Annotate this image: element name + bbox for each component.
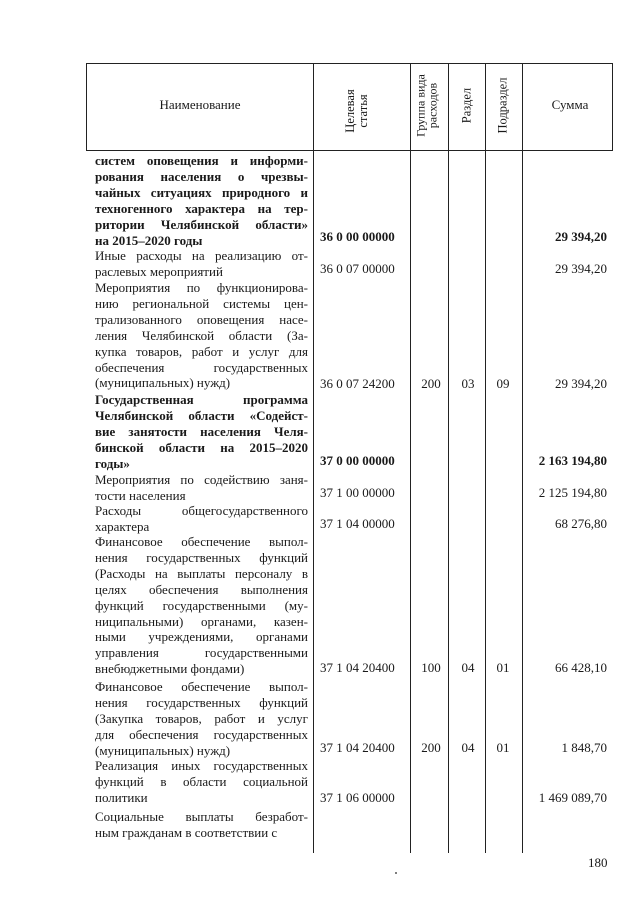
header-expense-group-text: Группа вида расходов — [413, 74, 440, 137]
row-name-line: трализованного оповещения насе- — [95, 311, 308, 327]
row-amount: 29 394,20 — [555, 229, 607, 244]
row-name-line: ниципальными) органами, казен- — [95, 613, 308, 629]
row-name-line: (Расходы на выплаты персоналу в — [95, 565, 308, 581]
header-target-article — [344, 76, 370, 146]
header-bottom-border — [86, 150, 612, 151]
row-name-line: ления Челябинской области (За- — [95, 327, 308, 343]
row-name — [95, 392, 308, 472]
row-name-line: для обеспечения государственных — [95, 726, 308, 742]
row-name — [95, 248, 308, 280]
row-name-line: бинской области на 2015–2020 — [95, 439, 308, 455]
row-name — [95, 809, 308, 841]
row-name — [95, 280, 308, 391]
table-right-border — [612, 63, 613, 151]
row-name-line: техногенного характера на тер- — [95, 200, 308, 216]
row-name — [95, 534, 308, 677]
row-name-line: (Закупка товаров, работ и услуг — [95, 710, 308, 726]
row-target-article: 36 0 00 00000 — [320, 229, 395, 244]
row-name-line: Финансовое обеспечение выпол- — [95, 679, 308, 694]
row-name-line: чайных ситуациях природного и — [95, 184, 308, 200]
table-left-border — [86, 63, 87, 151]
page-number: 180 — [588, 855, 608, 870]
row-subsection: 01 — [496, 660, 510, 675]
row-amount: 29 394,20 — [555, 376, 607, 391]
row-expense-group: 100 — [421, 660, 441, 675]
row-amount: 2 125 194,80 — [538, 485, 607, 500]
header-section: Раздел — [459, 87, 474, 124]
row-target-article: 37 1 04 20400 — [320, 740, 395, 755]
row-name-line: Реализация иных государственных — [95, 758, 308, 773]
row-name-line: Расходы общегосударственного — [95, 503, 308, 518]
row-name-line: тости населения — [95, 487, 186, 503]
row-name-line: ными учреждениями, органами — [95, 629, 308, 645]
row-name-line: функций государственными (му- — [95, 597, 308, 613]
row-name-line: Мероприятия по функционирова- — [95, 280, 308, 295]
row-name-line: ритории Челябинской области» — [95, 216, 308, 232]
row-amount: 66 428,10 — [555, 660, 607, 675]
row-name-line: систем оповещения и информи- — [95, 153, 308, 168]
row-name-line: Финансовое обеспечение выпол- — [95, 534, 308, 549]
header-name: Наименование — [159, 97, 241, 112]
row-name-line: Мероприятия по содействию заня- — [95, 472, 308, 487]
row-subsection: 09 — [496, 376, 510, 391]
row-name-line: Иные расходы на реализацию от- — [95, 248, 308, 263]
row-name-line: нения государственных функций — [95, 694, 308, 710]
table-top-border — [86, 63, 612, 64]
row-name-line: целях обеспечения выполнения — [95, 581, 308, 597]
row-name — [95, 758, 308, 806]
row-name-line: (муниципальных) нужд) — [95, 742, 231, 758]
row-name-line: вие занятости населения Челя- — [95, 423, 308, 439]
row-name — [95, 503, 308, 535]
col-divider-code — [410, 63, 411, 853]
scan-speck — [395, 872, 397, 874]
row-name-line: на 2015–2020 годы — [95, 232, 203, 248]
col-divider-name — [313, 63, 314, 853]
row-name-line: Социальные выплаты безработ- — [95, 809, 308, 824]
row-name-line: обеспечения государственных — [95, 359, 308, 375]
header-subsection: Подраздел — [495, 77, 510, 134]
row-amount: 68 276,80 — [555, 516, 607, 531]
row-section: 04 — [461, 660, 475, 675]
row-amount: 29 394,20 — [555, 261, 607, 276]
row-name-line: раслевых мероприятий — [95, 263, 223, 279]
row-name-line: годы» — [95, 455, 130, 471]
row-name-line: характера — [95, 518, 150, 534]
row-amount: 1 848,70 — [561, 740, 607, 755]
row-name-line: Челябинской области «Содейст- — [95, 407, 308, 423]
row-target-article: 37 1 04 00000 — [320, 516, 395, 531]
header-target-article-text: Целевая статья — [343, 89, 370, 133]
row-section: 04 — [461, 740, 475, 755]
row-amount: 1 469 089,70 — [538, 790, 607, 805]
header-expense-group — [415, 61, 440, 151]
row-name — [95, 679, 308, 759]
row-target-article: 37 0 00 00000 — [320, 453, 395, 468]
row-section: 03 — [461, 376, 475, 391]
row-name-line: политики — [95, 789, 148, 805]
col-divider-group — [448, 63, 449, 853]
row-amount: 2 163 194,80 — [538, 453, 607, 468]
row-name-line: нения государственных функций — [95, 549, 308, 565]
row-name-line: рования населения о чрезвы- — [95, 168, 308, 184]
row-target-article: 36 0 07 24200 — [320, 376, 395, 391]
row-name-line: (муниципальных) нужд) — [95, 375, 231, 391]
row-name-line: внебюджетными фондами) — [95, 661, 245, 677]
row-name — [95, 472, 308, 504]
row-name-line: управления государственными — [95, 645, 308, 661]
row-target-article: 37 1 06 00000 — [320, 790, 395, 805]
row-subsection: 01 — [496, 740, 510, 755]
row-name-line: нию региональной системы цен- — [95, 295, 308, 311]
row-name-line: ным гражданам в соответствии с — [95, 824, 278, 840]
row-target-article: 36 0 07 00000 — [320, 261, 395, 276]
row-name-line: Государственная программа — [95, 392, 308, 407]
row-name-line: купка товаров, работ и услуг для — [95, 343, 308, 359]
row-target-article: 37 1 00 00000 — [320, 485, 395, 500]
row-name-line: функций в области социальной — [95, 773, 308, 789]
row-target-article: 37 1 04 20400 — [320, 660, 395, 675]
row-name — [95, 153, 308, 248]
col-divider-section — [485, 63, 486, 853]
row-expense-group: 200 — [421, 376, 441, 391]
header-amount: Сумма — [551, 97, 589, 112]
row-expense-group: 200 — [421, 740, 441, 755]
